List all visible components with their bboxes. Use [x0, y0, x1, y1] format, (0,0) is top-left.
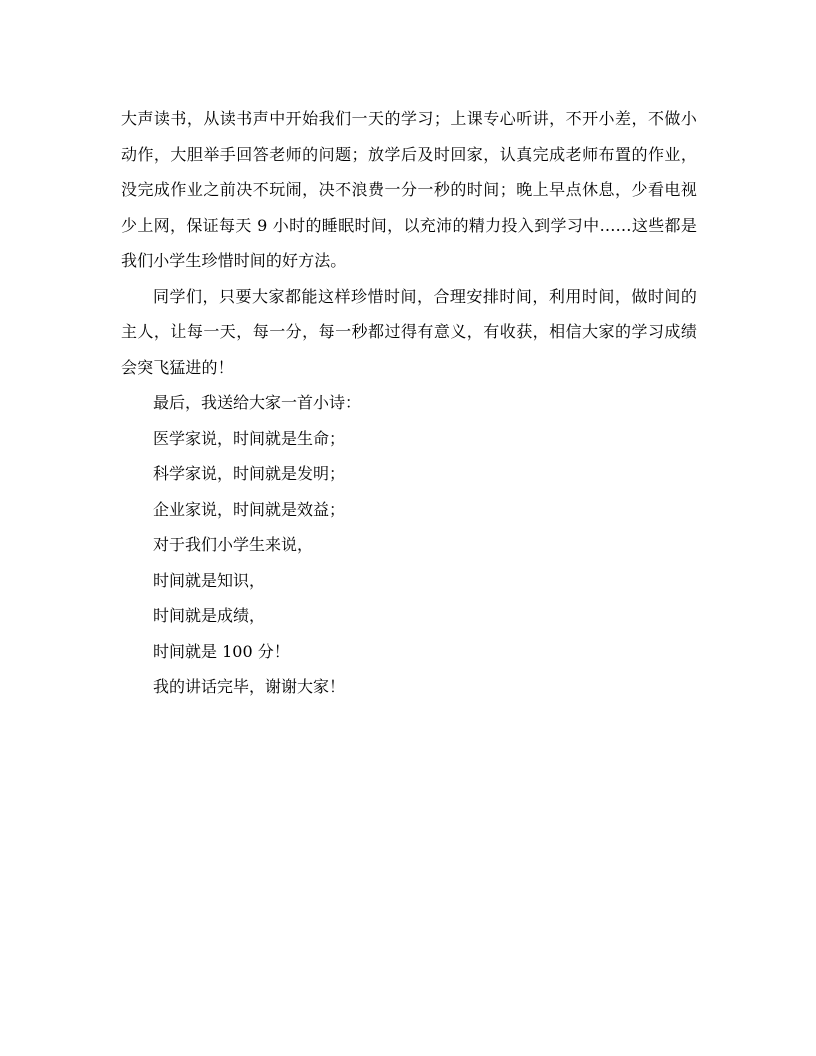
closing-line: 我的讲话完毕，谢谢大家！	[153, 677, 346, 696]
poem-intro-line: 最后，我送给大家一首小诗：	[153, 393, 362, 412]
paragraph-encouragement: 同学们，只要大家都能这样珍惜时间，合理安排时间，利用时间，做时间的主人，让每一天，每一分，每一秒都过得有意义，有收获，相信大家的学习成绩会突飞猛进的！	[121, 286, 697, 377]
poem-line: 时间就是 100 分！	[153, 641, 290, 661]
poem-line: 医学家说，时间就是生命；	[153, 428, 346, 448]
document-body	[121, 101, 697, 705]
poem-line: 时间就是知识，	[153, 570, 266, 590]
poem-line: 对于我们小学生来说，	[153, 535, 314, 554]
poem-line: 企业家说，时间就是效益；	[153, 499, 346, 519]
poem-line: 时间就是成绩，	[153, 606, 266, 625]
paragraph-methods: 大声读书，从读书声中开始我们一天的学习；上课专心听讲，不开小差，不做小动作，大胆举手回答老师的问题；放学后及时回家，认真完成老师布置的作业，没完成作业之前决不玩闹，决不浪费一分一秒的时间；晚上早点休息，少看电视少上网，保证每天 9 小时的睡眠时间，以充沛的精力投入到学习中……这些都是我们小学生珍惜时间的好方法。	[121, 109, 697, 270]
poem-line: 科学家说，时间就是发明；	[153, 464, 346, 483]
